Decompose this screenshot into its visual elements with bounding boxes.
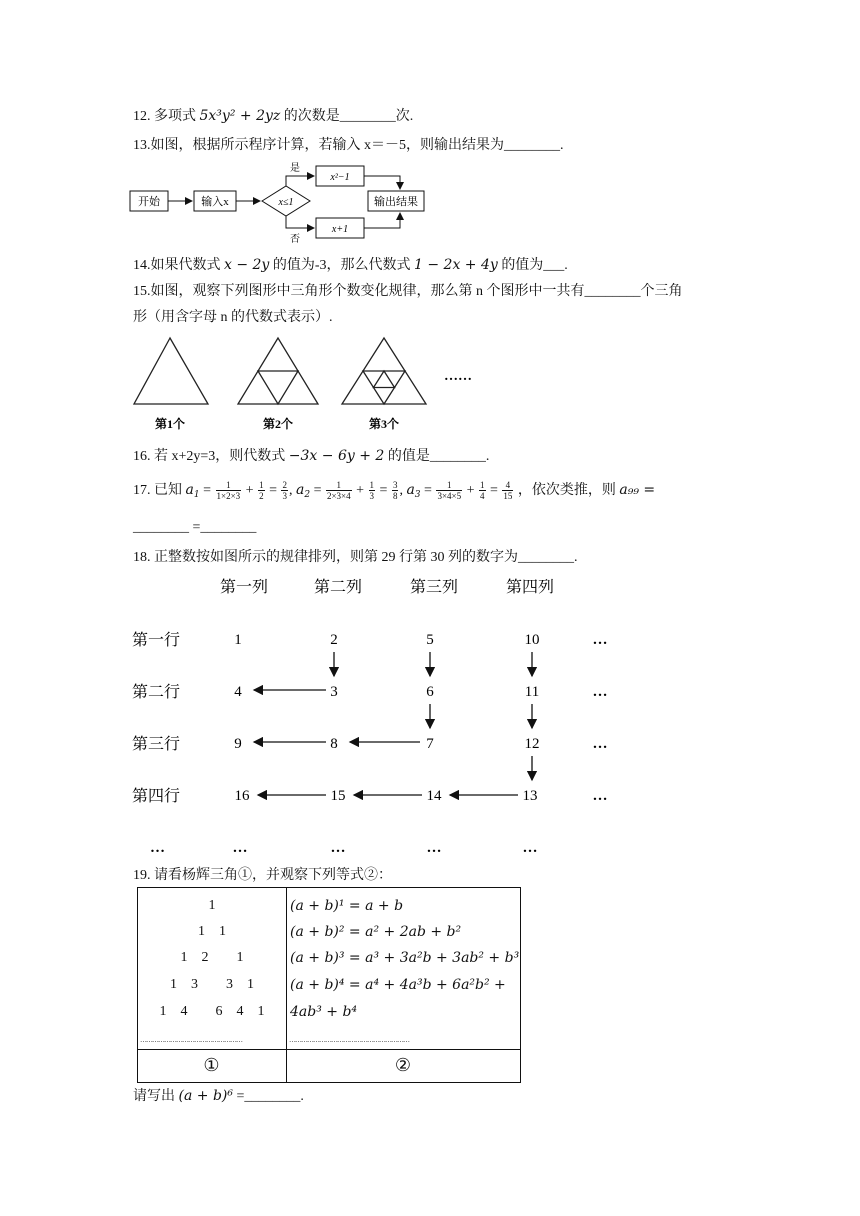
q17-frac-3: $\frac{2}{3}$ <box>282 480 287 502</box>
table-label-rule <box>137 1049 520 1050</box>
question-15-line2: 形（用含字母 n 的代数式表示）. <box>133 310 333 325</box>
q17-prefix: 17. 已知 <box>133 483 182 498</box>
flow-bottom-label: x+1 <box>331 224 349 235</box>
question-18: 18. 正整数按如图所示的规律排列，则第 29 行第 30 列的数字为________. <box>133 550 578 565</box>
pascal-row-4: 1 3 3 1 <box>170 977 254 992</box>
q19-ask-prefix: 请写出 <box>133 1089 175 1104</box>
equation-3: (a + b)³ = a³ + 3a²b + 3ab² + b³ <box>290 950 520 966</box>
cell-r3c1: 9 <box>234 736 242 752</box>
q14-expr1: x − 2y <box>224 257 270 273</box>
row-header-1: 第一行 <box>132 632 181 649</box>
cell-r1c4: 10 <box>524 632 540 648</box>
cell-r3c3: 7 <box>426 736 434 752</box>
bottom-dots-5: … <box>522 840 538 856</box>
cell-r2c1: 4 <box>234 684 242 700</box>
bottom-dots-1: … <box>150 840 165 856</box>
cell-r4c4: 13 <box>522 788 538 804</box>
q17-a99: a₉₉ = <box>619 482 656 498</box>
q14-prefix: 14.如果代数式 <box>133 258 221 273</box>
cell-r4-more: … <box>592 788 608 804</box>
equation-1: (a + b)¹ = a + b <box>290 898 404 914</box>
bottom-dots-3: … <box>330 840 346 856</box>
cell-r1c2: 2 <box>330 632 338 648</box>
question-15-line1: 15.如图，观察下列图形中三角形个数变化规律，那么第 n 个图形中一共有________个三角 <box>133 284 683 299</box>
cell-r1c1: 1 <box>234 632 242 648</box>
pascal-dots: …………………………………………… <box>140 1036 242 1044</box>
pascal-row-1: 1 <box>208 898 216 913</box>
q17-frac-2: $\frac{1}{2}$ <box>259 480 264 502</box>
q17-frac-7: $\frac{1}{3\times 4\times 5}$ <box>437 480 462 502</box>
cell-r4c3: 14 <box>426 788 442 804</box>
flow-no-label: 否 <box>290 234 300 245</box>
pascal-row-5: 1 4 6 4 1 <box>159 1004 265 1019</box>
figure-ellipsis: …… <box>444 369 472 384</box>
q12-prefix: 12. 多项式 <box>133 109 196 124</box>
q16-expr: −3x − 6y + 2 <box>288 448 385 464</box>
question-14 <box>133 255 568 276</box>
equation-2: (a + b)² = a² + 2ab + b² <box>290 924 462 940</box>
cell-r2c2: 3 <box>330 684 338 700</box>
cell-r3c4: 12 <box>524 736 540 752</box>
q12-suffix: 的次数是________次. <box>283 109 414 124</box>
col-header-1: 第一列 <box>219 579 269 596</box>
figure-1-label: 第1个 <box>154 417 186 431</box>
flow-start-label: 开始 <box>138 196 160 208</box>
q17-frac-6: $\frac{3}{8}$ <box>392 480 398 502</box>
row-header-4: 第四行 <box>132 788 181 805</box>
col-header-2: 第二列 <box>313 579 363 596</box>
cell-r3-more: … <box>592 736 608 752</box>
cell-r2c3: 6 <box>426 684 434 700</box>
pascal-row-3: 1 2 1 <box>180 950 244 965</box>
q17-frac-9: $\frac{4}{15}$ <box>503 480 513 502</box>
q17-frac-1: $\frac{1}{1\times 2\times 3}$ <box>216 480 241 502</box>
figure-1-triangle <box>134 338 208 404</box>
flow-input-label: 输入x <box>201 196 229 208</box>
q14-suffix: 的值为___. <box>501 258 568 273</box>
flow-top-label: x²−1 <box>330 172 350 183</box>
q17-continue: ，依次类推，则 <box>517 483 616 498</box>
cell-r1-more: … <box>592 632 608 648</box>
question-17-line2: ________ =________ <box>133 520 257 535</box>
bottom-dots-4: … <box>426 840 442 856</box>
q16-suffix: 的值是________. <box>387 449 490 464</box>
triangle-figures <box>128 334 480 434</box>
row-header-2: 第二行 <box>132 684 181 701</box>
cell-r1c3: 5 <box>426 632 434 648</box>
q14-expr2: 1 − 2x + 4y <box>414 257 498 273</box>
col-header-4: 第四列 <box>505 579 555 596</box>
cell-r3c2: 8 <box>330 736 338 752</box>
label-circle-2: ② <box>394 1055 412 1075</box>
figure-3-label: 第3个 <box>368 417 400 431</box>
figure-2-label: 第2个 <box>262 417 294 431</box>
grid-arrows <box>254 652 532 795</box>
cell-r4c2: 15 <box>330 788 346 804</box>
q17-frac-8: $\frac{1}{4}$ <box>480 480 485 502</box>
equation-4: (a + b)⁴ = a⁴ + 4a³b + 6a²b² + <box>290 977 506 993</box>
q19-ask-expr: (a + b)⁶ <box>178 1088 233 1104</box>
question-13: 13.如图，根据所示程序计算，若输入 x＝－5，则输出结果为________. <box>133 138 564 153</box>
q12-expression: 5x³y² + 2yz <box>199 108 281 124</box>
flowchart <box>128 158 440 248</box>
cell-r4c1: 16 <box>234 788 250 804</box>
cell-r2c4: 11 <box>524 684 540 700</box>
flow-condition-label: x≤1 <box>278 197 294 208</box>
q17-frac-4: $\frac{1}{2\times 3\times 4}$ <box>326 480 351 502</box>
equation-dots: …………………………………………………… <box>289 1036 409 1044</box>
question-17: 17. 已知 $a_1$ = $\frac{1}{1\times 2\times 3}$ + $\frac{1}{2}$ = $\frac{2}{3}$ , $a_2$ = $\frac{1}{2\times 3\times 4}$ + $\frac{1}{3}$ = $\frac{3}{8}$ , $a_3$ = $\frac{1}{3\times 4\times 5}$ + $\frac{1}{4}$ = $\frac{4}{15}$ ，依次类推，则 a₉₉ = <box>133 480 656 502</box>
question-19: 19. 请看杨辉三角①，并观察下列等式②： <box>133 868 392 883</box>
q16-prefix: 16. 若 x+2y=3，则代数式 <box>133 449 286 464</box>
question-16 <box>133 446 489 467</box>
row-header-3: 第三行 <box>132 736 181 753</box>
col-header-3: 第三列 <box>409 579 459 596</box>
q14-mid: 的值为-3，那么代数式 <box>272 258 411 273</box>
q17-frac-5: $\frac{1}{3}$ <box>369 480 375 502</box>
q19-ask-suffix: =________. <box>236 1089 304 1104</box>
equation-5: 4ab³ + b⁴ <box>290 1004 358 1020</box>
flow-output-label: 输出结果 <box>374 196 418 208</box>
flow-yes-label: 是 <box>290 163 300 174</box>
bottom-dots-2: … <box>232 840 248 856</box>
number-grid-figure <box>128 572 628 860</box>
question-12 <box>133 106 413 127</box>
label-circle-1: ① <box>203 1055 220 1075</box>
cell-r2-more: … <box>592 684 608 700</box>
question-19-ask <box>133 1086 304 1107</box>
pascal-row-2: 1 1 <box>198 924 226 939</box>
